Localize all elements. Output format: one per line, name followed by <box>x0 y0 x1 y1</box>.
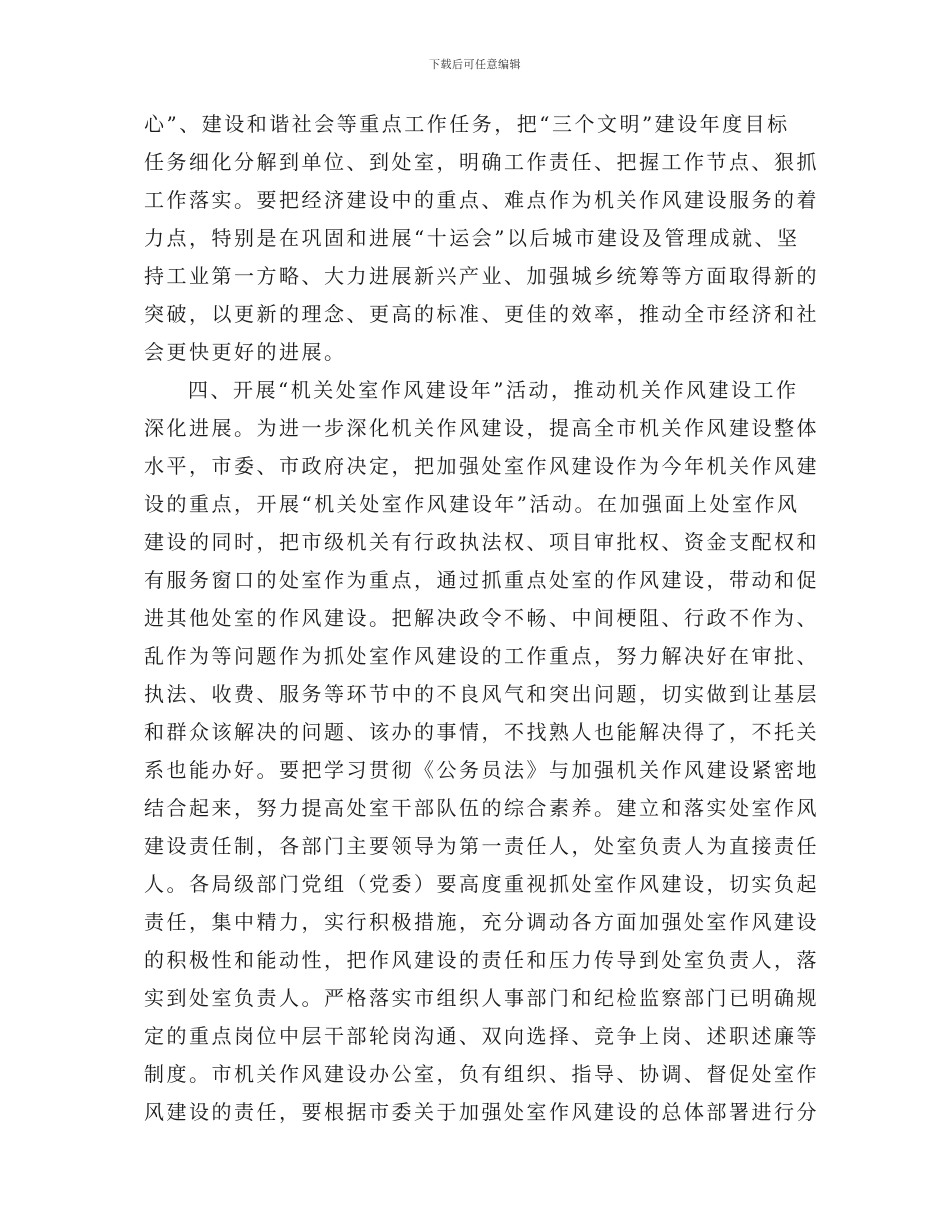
text-line: 乱作为等问题作为抓处室作风建设的工作重点，努力解决好在审批、 <box>144 644 819 668</box>
page-header: 下载后可任意编辑 <box>429 58 521 71</box>
text-line: 系也能办好。要把学习贯彻《公务员法》与加强机关作风建设紧密地 <box>144 758 819 782</box>
text-line: 四、开展“机关处室作风建设年”活动，推动机关作风建设工作 <box>188 378 799 402</box>
text-line: 心”、建设和谐社会等重点工作任务，把“三个文明”建设年度目标 <box>144 112 790 136</box>
text-line: 持工业第一方略、大力进展新兴产业、加强城乡统筹等方面取得新的 <box>144 264 819 288</box>
text-line: 责任，集中精力，实行积极措施，充分调动各方面加强处室作风建设 <box>144 910 819 934</box>
text-line: 和群众该解决的问题、该办的事情，不找熟人也能解决得了，不托关 <box>144 720 819 744</box>
text-line: 水平，市委、市政府决定，把加强处室作风建设作为今年机关作风建 <box>144 454 819 478</box>
text-line: 进其他处室的作风建设。把解决政令不畅、中间梗阻、行政不作为、 <box>144 606 819 630</box>
text-line: 深化进展。为进一步深化机关作风建设，提高全市机关作风建设整体 <box>144 416 819 440</box>
text-line: 建设的同时，把市级机关有行政执法权、项目审批权、资金支配权和 <box>144 530 819 554</box>
text-line: 工作落实。要把经济建设中的重点、难点作为机关作风建设服务的着 <box>144 188 819 212</box>
text-line: 结合起来，努力提高处室干部队伍的综合素养。建立和落实处室作风 <box>144 796 819 820</box>
text-line: 的积极性和能动性，把作风建设的责任和压力传导到处室负责人，落 <box>144 948 819 972</box>
text-line: 突破，以更新的理念、更高的标准、更佳的效率，推动全市经济和社 <box>144 302 819 326</box>
text-line: 设的重点，开展“机关处室作风建设年”活动。在加强面上处室作风 <box>144 492 800 516</box>
text-line: 会更快更好的进展。 <box>144 340 347 364</box>
text-line: 制度。市机关作风建设办公室，负有组织、指导、协调、督促处室作 <box>144 1062 819 1086</box>
text-line: 人。各局级部门党组（党委）要高度重视抓处室作风建设，切实负起 <box>144 872 819 896</box>
text-line: 任务细化分解到单位、到处室，明确工作责任、把握工作节点、狠抓 <box>144 150 819 174</box>
text-line: 有服务窗口的处室作为重点，通过抓重点处室的作风建设，带动和促 <box>144 568 819 592</box>
text-line: 执法、收费、服务等环节中的不良风气和突出问题，切实做到让基层 <box>144 682 819 706</box>
text-line: 定的重点岗位中层干部轮岗沟通、双向选择、竞争上岗、述职述廉等 <box>144 1024 819 1048</box>
text-line: 建设责任制，各部门主要领导为第一责任人，处室负责人为直接责任 <box>144 834 819 858</box>
text-line: 风建设的责任，要根据市委关于加强处室作风建设的总体部署进行分 <box>144 1100 819 1124</box>
text-line: 力点，特别是在巩固和进展“十运会”以后城市建设及管理成就、坚 <box>144 226 800 250</box>
text-line: 实到处室负责人。严格落实市组织人事部门和纪检监察部门已明确规 <box>144 986 819 1010</box>
